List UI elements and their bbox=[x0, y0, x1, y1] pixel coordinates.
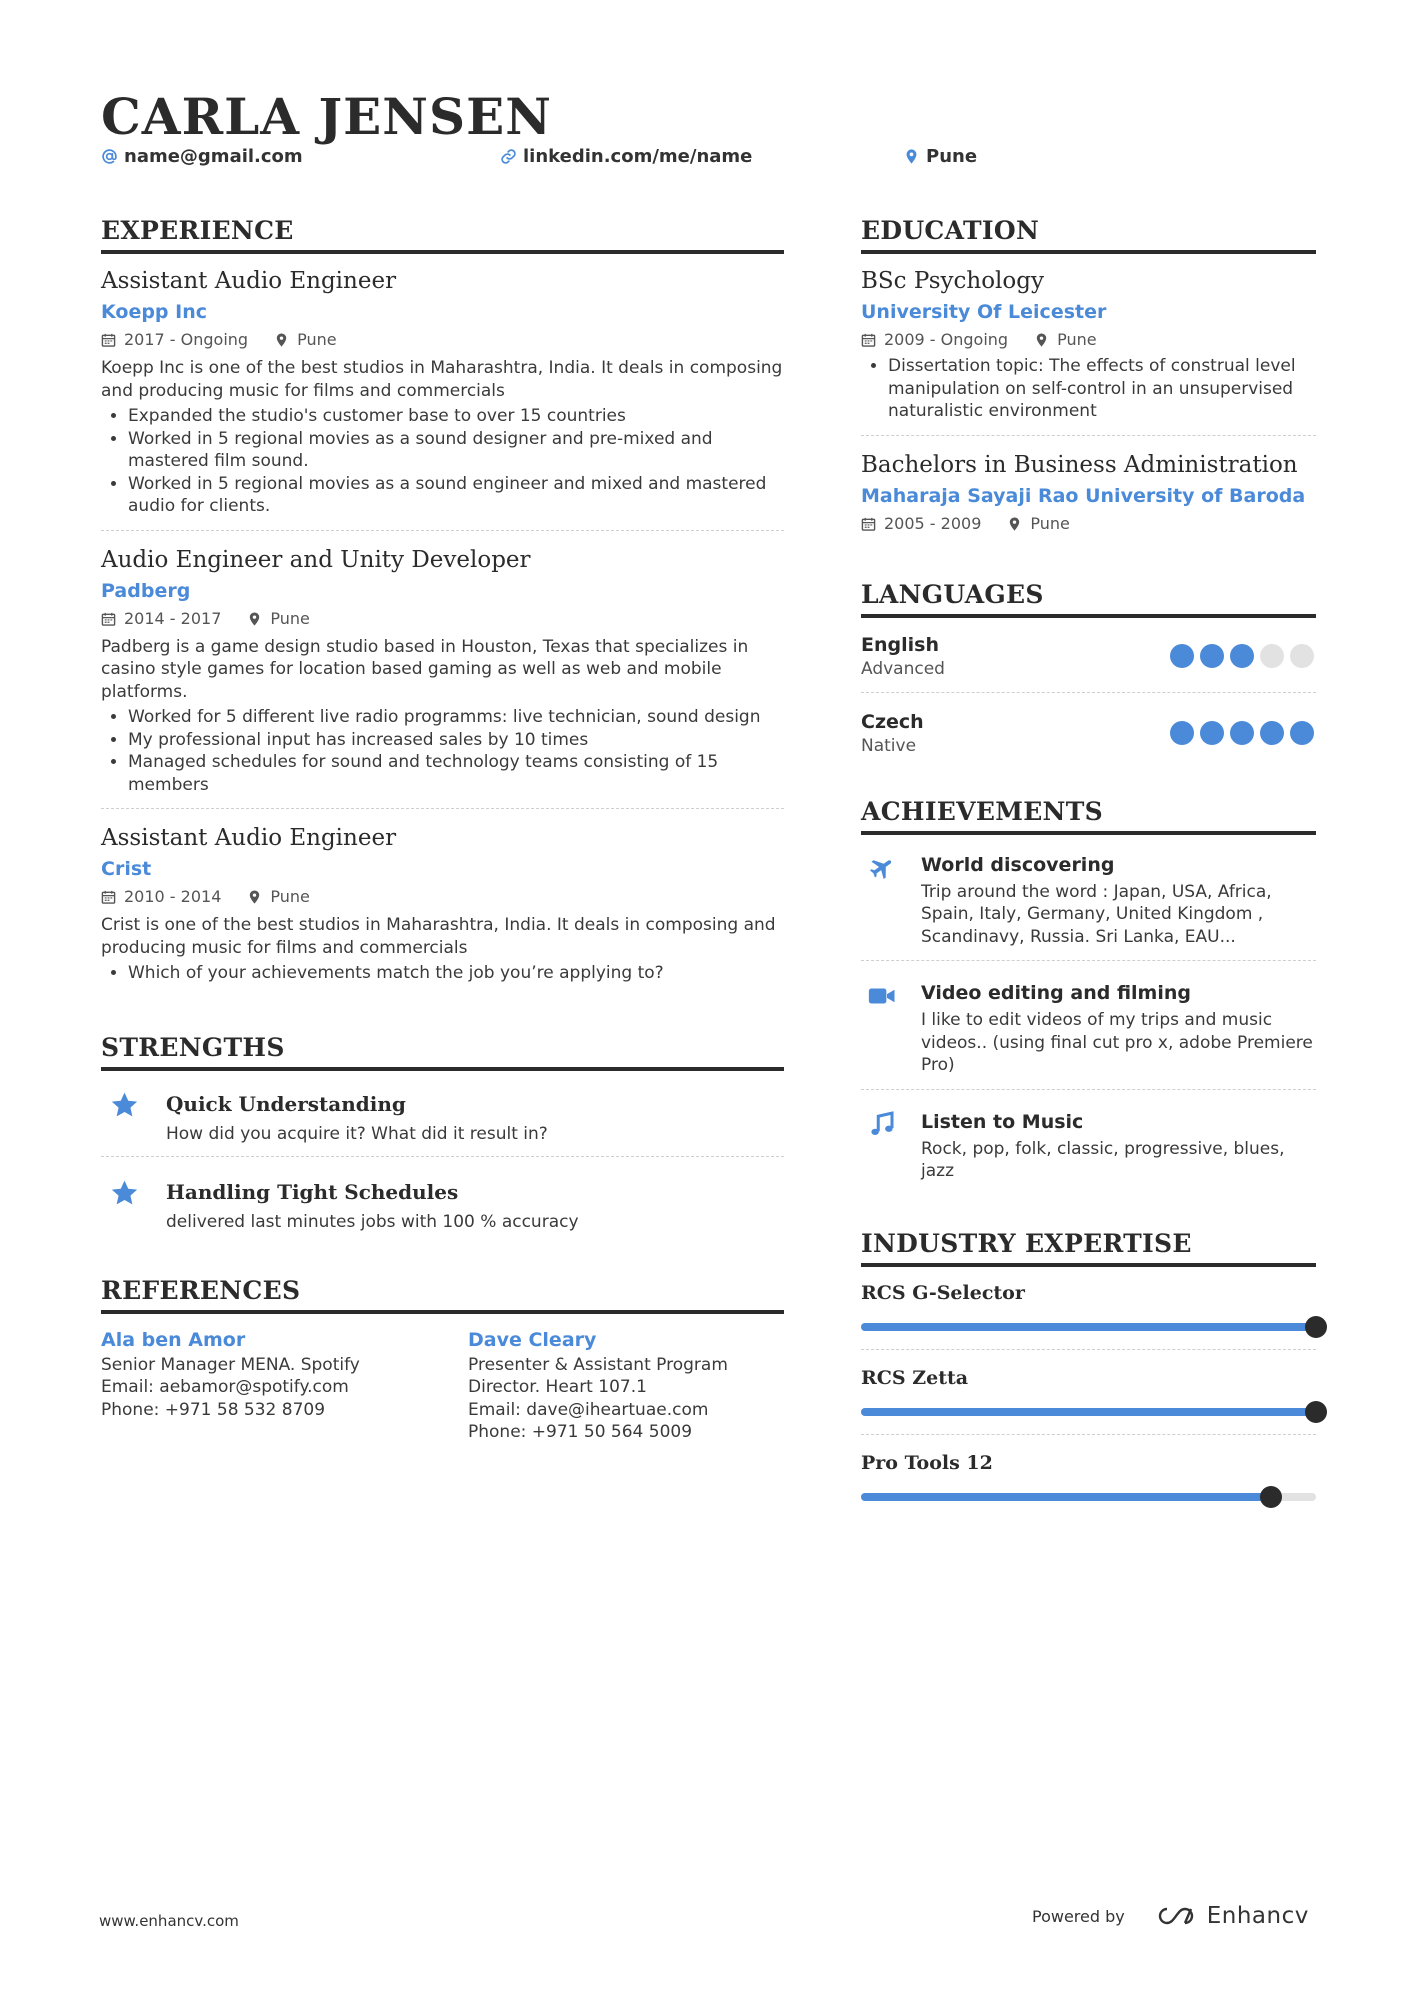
job-dates: 2017 - Ongoing bbox=[124, 330, 249, 349]
expertise-fill bbox=[861, 1493, 1271, 1501]
achievement-title: Listen to Music bbox=[921, 1110, 1084, 1133]
language-item bbox=[861, 630, 1316, 693]
job-dates: 2010 - 2014 bbox=[124, 887, 222, 906]
strength-title: Handling Tight Schedules bbox=[166, 1179, 459, 1204]
powered-by-text: Powered by bbox=[1032, 1906, 1125, 1926]
link-icon bbox=[500, 148, 517, 165]
expertise-heading: INDUSTRY EXPERTISE bbox=[861, 1227, 1316, 1267]
job-bullet: • My professional input has increased sales by 10 times bbox=[128, 729, 784, 752]
school-name: University Of Leicester bbox=[861, 301, 1107, 323]
achievement-title: Video editing and filming bbox=[921, 982, 1191, 1004]
references-heading: REFERENCES bbox=[101, 1274, 784, 1314]
footer-site-link[interactable]: www.enhancv.com bbox=[99, 1912, 239, 1930]
expertise-knob bbox=[1260, 1486, 1282, 1508]
map-pin-icon bbox=[247, 611, 262, 627]
strength-desc: How did you acquire it? What did it result in? bbox=[166, 1123, 548, 1144]
strength-item bbox=[101, 1083, 784, 1157]
job-dates: 2014 - 2017 bbox=[124, 608, 222, 628]
map-pin-icon bbox=[1034, 332, 1049, 348]
rating-dot bbox=[1230, 721, 1254, 745]
language-name: Czech bbox=[861, 710, 924, 733]
linkedin-text: linkedin.com/me/name bbox=[523, 146, 753, 167]
job-meta bbox=[101, 328, 784, 352]
job-bullet: • Which of your achievements match the job you’re applying to? bbox=[128, 962, 784, 985]
degree-title: Bachelors in Business Administration bbox=[861, 451, 1298, 478]
job-title: Assistant Audio Engineer bbox=[101, 268, 397, 294]
experience-section bbox=[101, 214, 784, 997]
reference-name: Ala ben Amor bbox=[101, 1328, 246, 1351]
job-bullet: • Worked in 5 regional movies as a sound engineer and mixed and mastered audio for clients. bbox=[128, 473, 784, 518]
contact-linkedin[interactable] bbox=[500, 146, 752, 167]
job-title: Assistant Audio Engineer bbox=[101, 825, 397, 851]
languages-section bbox=[861, 578, 1316, 769]
music-note-icon bbox=[867, 1110, 897, 1140]
education-heading: EDUCATION bbox=[861, 214, 1316, 254]
achievements-section bbox=[861, 795, 1316, 1195]
education-dates: 2005 - 2009 bbox=[884, 513, 982, 533]
experience-entry bbox=[101, 266, 784, 531]
calendar-icon bbox=[101, 611, 116, 627]
right-column bbox=[861, 214, 1316, 1519]
education-location: Pune bbox=[1057, 330, 1097, 349]
rating-dot bbox=[1260, 721, 1284, 745]
company-name: Koepp Inc bbox=[101, 301, 208, 323]
rating-dot bbox=[1170, 721, 1194, 745]
rating-dot bbox=[1260, 644, 1284, 668]
job-title: Audio Engineer and Unity Developer bbox=[101, 546, 531, 573]
achievement-desc: I like to edit videos of my trips and music videos.. (using final cut pro x, adobe Premiere Pro) bbox=[921, 1010, 1313, 1075]
calendar-icon bbox=[101, 889, 116, 905]
expertise-knob bbox=[1305, 1401, 1327, 1423]
reference-email: Email: dave@iheartuae.com bbox=[468, 1399, 709, 1420]
education-section bbox=[861, 214, 1316, 548]
experience-entry bbox=[101, 545, 784, 810]
achievement-desc: Trip around the word : Japan, USA, Africa, Spain, Italy, Germany, United Kingdom , Scandinavy, Russia. Sri Lanka, EAU... bbox=[921, 881, 1272, 947]
job-description: Crist is one of the best studios in Maharashtra, India. It deals in composing and producing music for films and commercials bbox=[101, 915, 776, 958]
expertise-bar bbox=[861, 1323, 1316, 1331]
expertise-fill bbox=[861, 1323, 1316, 1331]
education-meta bbox=[861, 328, 1316, 352]
job-description: Koepp Inc is one of the best studios in Maharashtra, India. It deals in composing and producing music for films and commercials bbox=[101, 358, 783, 401]
expertise-fill bbox=[861, 1408, 1316, 1416]
achievement-item bbox=[861, 847, 1316, 962]
experience-heading: EXPERIENCE bbox=[101, 214, 784, 254]
rating-dot bbox=[1200, 644, 1224, 668]
calendar-icon bbox=[101, 332, 116, 348]
languages-heading: LANGUAGES bbox=[861, 578, 1316, 618]
strengths-section bbox=[101, 1031, 784, 1244]
expertise-name: RCS G-Selector bbox=[861, 1281, 1025, 1304]
references-section bbox=[101, 1274, 784, 1444]
company-name: Crist bbox=[101, 858, 152, 880]
rating-dot bbox=[1290, 644, 1314, 668]
job-bullets bbox=[101, 405, 784, 518]
map-pin-icon bbox=[903, 148, 920, 165]
contact-location bbox=[903, 146, 977, 167]
language-level: Native bbox=[861, 735, 917, 756]
job-bullet: • Worked in 5 regional movies as a sound designer and pre-mixed and mastered film sound. bbox=[128, 428, 784, 473]
achievement-title: World discovering bbox=[921, 853, 1115, 876]
job-description: Padberg is a game design studio based in Houston, Texas that specializes in casino style games for location based gaming as well as web and mobile platforms. bbox=[101, 636, 749, 702]
education-dates: 2009 - Ongoing bbox=[884, 330, 1009, 349]
strength-title: Quick Understanding bbox=[166, 1091, 406, 1116]
reference-line: Presenter & Assistant Program Director. Heart 107.1 bbox=[468, 1354, 728, 1397]
reference-item bbox=[468, 1326, 778, 1444]
plane-icon bbox=[867, 853, 897, 883]
achievement-desc: Rock, pop, folk, classic, progressive, blues, jazz bbox=[921, 1138, 1285, 1181]
location-text: Pune bbox=[926, 146, 978, 167]
map-pin-icon bbox=[247, 889, 262, 905]
rating-dot bbox=[1200, 721, 1224, 745]
language-item bbox=[861, 707, 1316, 769]
expertise-name: Pro Tools 12 bbox=[861, 1451, 993, 1474]
education-entry bbox=[861, 450, 1316, 548]
brand-name: Enhancv bbox=[1206, 1903, 1309, 1929]
language-name: English bbox=[861, 633, 939, 656]
email-text: name@gmail.com bbox=[124, 146, 303, 167]
calendar-icon bbox=[861, 332, 876, 348]
reference-name: Dave Cleary bbox=[468, 1328, 597, 1351]
job-meta bbox=[101, 607, 784, 631]
education-entry bbox=[861, 266, 1316, 436]
education-bullets bbox=[861, 355, 1316, 423]
language-level: Advanced bbox=[861, 658, 945, 679]
video-camera-icon bbox=[867, 981, 897, 1011]
at-icon bbox=[101, 148, 118, 165]
job-bullet: • Worked for 5 different live radio programms: live technician, sound design bbox=[128, 706, 784, 729]
footer-branding bbox=[1032, 1903, 1309, 1929]
achievement-item bbox=[861, 975, 1316, 1090]
reference-phone: Phone: +971 58 532 8709 bbox=[101, 1399, 326, 1420]
calendar-icon bbox=[861, 516, 876, 532]
degree-title: BSc Psychology bbox=[861, 268, 1044, 294]
expertise-section bbox=[861, 1227, 1316, 1519]
education-location: Pune bbox=[1030, 513, 1070, 533]
left-column bbox=[101, 214, 784, 1444]
reference-phone: Phone: +971 50 564 5009 bbox=[468, 1422, 693, 1442]
reference-email: Email: aebamor@spotify.com bbox=[101, 1377, 349, 1397]
map-pin-icon bbox=[1007, 516, 1022, 532]
reference-item bbox=[101, 1326, 468, 1444]
star-icon bbox=[109, 1178, 140, 1209]
job-meta bbox=[101, 885, 784, 909]
achievement-item bbox=[861, 1104, 1316, 1195]
expertise-knob bbox=[1305, 1316, 1327, 1338]
expertise-bar bbox=[861, 1408, 1316, 1416]
achievements-heading: ACHIEVEMENTS bbox=[861, 795, 1316, 835]
job-location: Pune bbox=[297, 330, 337, 349]
star-icon bbox=[109, 1090, 140, 1121]
strength-desc: delivered last minutes jobs with 100 % accuracy bbox=[166, 1211, 579, 1232]
expertise-item bbox=[861, 1364, 1316, 1435]
enhancv-logo[interactable] bbox=[1153, 1903, 1309, 1929]
expertise-item bbox=[861, 1449, 1316, 1519]
education-meta bbox=[861, 512, 1316, 536]
rating-dot bbox=[1290, 721, 1314, 745]
experience-entry bbox=[101, 823, 784, 997]
enhancv-logo-icon bbox=[1153, 1904, 1199, 1928]
job-location: Pune bbox=[270, 887, 310, 906]
school-name: Maharaja Sayaji Rao University of Baroda bbox=[861, 484, 1306, 507]
language-rating bbox=[1170, 644, 1314, 668]
strengths-heading: STRENGTHS bbox=[101, 1031, 784, 1071]
expertise-bar bbox=[861, 1493, 1316, 1501]
candidate-name: CARLA JENSEN bbox=[101, 87, 552, 146]
reference-line: Senior Manager MENA. Spotify bbox=[101, 1354, 360, 1375]
contact-email[interactable] bbox=[101, 146, 303, 167]
job-bullet: • Expanded the studio's customer base to over 15 countries bbox=[128, 405, 784, 428]
expertise-name: RCS Zetta bbox=[861, 1366, 969, 1389]
rating-dot bbox=[1230, 644, 1254, 668]
job-bullet: • Managed schedules for sound and technology teams consisting of 15 members bbox=[128, 751, 784, 796]
job-location: Pune bbox=[270, 608, 310, 628]
rating-dot bbox=[1170, 644, 1194, 668]
education-bullet: • Dissertation topic: The effects of construal level manipulation on self-control in an unsupervised naturalistic environment bbox=[888, 355, 1316, 423]
expertise-item bbox=[861, 1279, 1316, 1350]
map-pin-icon bbox=[274, 332, 289, 348]
company-name: Padberg bbox=[101, 579, 191, 602]
job-bullets bbox=[101, 706, 784, 796]
job-bullets bbox=[101, 962, 784, 985]
strength-item bbox=[101, 1171, 784, 1244]
language-rating bbox=[1170, 721, 1314, 745]
